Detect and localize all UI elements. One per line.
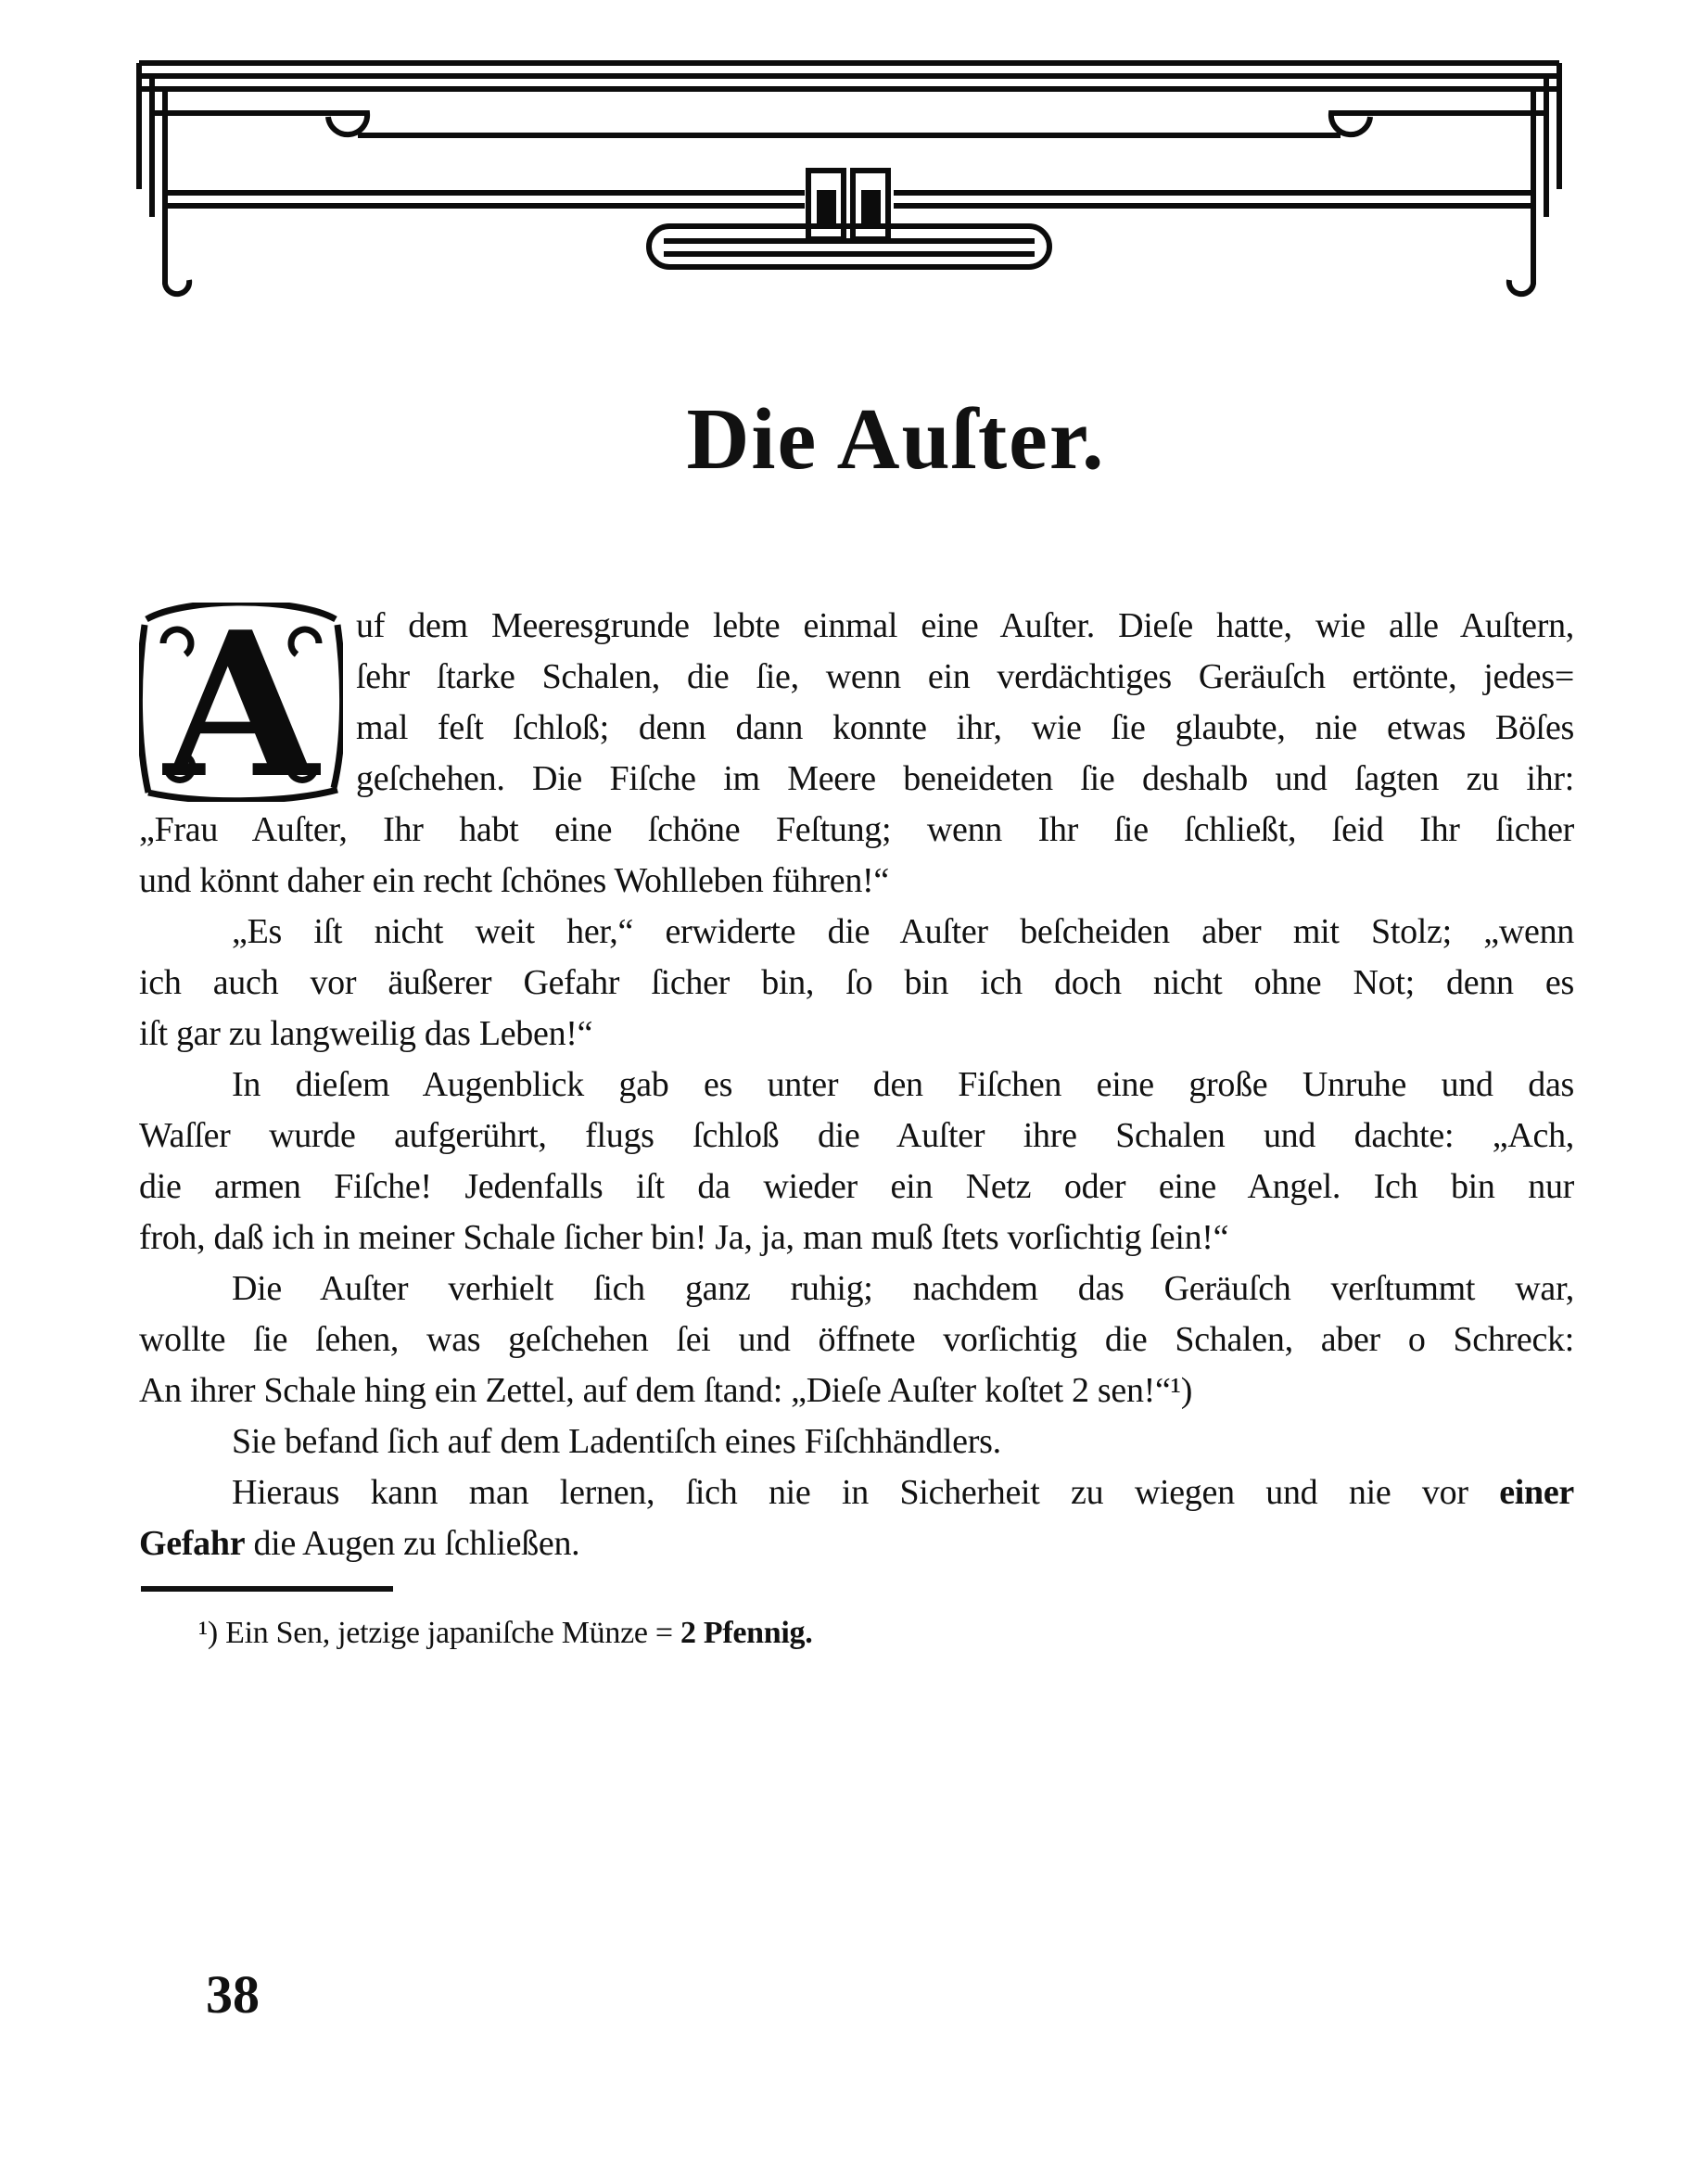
paragraph-4 [139,1263,1574,1416]
text-line: An ihrer Schale hing ein Zettel, auf dem ſtand: „Dieſe Auſter koſtet 2 sen!“¹) [139,1371,1193,1410]
header-ornament [130,52,1569,316]
footnote-marker: ¹) [198,1616,218,1650]
ornament-capsule [649,226,1049,267]
text-line: uf dem Meeresgrunde lebte einmal eine Auſter. Dieſe hatte, wie alle Auſtern, [356,606,1574,645]
text-line: die armen Fiſche! Jedenfalls iſt da wieder ein Netz oder eine Angel. Ich bin nur [139,1167,1574,1206]
page-title: Die Auſter. [686,391,1106,488]
text-line: wollte ſie ſehen, was geſchehen ſei und öffnete vorſichtig die Schalen, aber o Schreck: [139,1320,1574,1359]
footnote [139,1612,1574,1655]
paragraph-1 [139,601,1574,907]
text-line: iſt gar zu langweilig das Leben!“ [139,1014,593,1053]
text-line [139,1467,1574,1518]
text-line: „Frau Auſter, Ihr habt eine ſchöne Feſtung; wenn Ihr ſie ſchließt, ſeid Ihr ſicher [139,810,1574,849]
text-line: Die Auſter verhielt ſich ganz ruhig; nachdem das Geräuſch verſtummt war, [232,1269,1574,1308]
paragraph-2 [139,907,1574,1060]
footnote-rule [141,1586,393,1592]
text-line [139,1518,1574,1569]
drop-cap-letter: A [163,603,319,802]
ornament-top-rules [139,63,1559,89]
drop-cap [139,603,343,802]
text-line: mal feſt ſchloß; denn dann konnte ihr, wie ſie glaubte, nie etwas Böſes [356,708,1574,747]
text-line: geſchehen. Die Fiſche im Meere beneideten ſie deshalb und ſagten zu ihr: [356,759,1574,798]
ornament-right-bracket [1546,63,1559,217]
text-line: In dieſem Augenblick gab es unter den Fiſchen eine große Unruhe und das [232,1065,1574,1104]
ornament-right-hook [1331,113,1546,134]
footnote-value: 2 Pfennig. [680,1616,813,1650]
ornament-square-right-core [864,193,878,221]
text-line: froh, daß ich in meiner Schale ſicher bin! Ja, ja, man muß ſtets vorſichtig ſein!“ [139,1218,1229,1257]
moral-bold-word: Gefahr [139,1524,246,1563]
page-number: 38 [206,1964,260,2025]
footnote-text: Ein Sen, jetzige japaniſche Münze = [217,1616,680,1650]
text-line: ich auch vor äußerer Gefahr ſicher bin, ſo bin ich doch nicht ohne Not; denn es [139,963,1574,1002]
ornament-left-hook [152,113,367,134]
moral-text: Hieraus kann man lernen, ſich nie in Sicherheit zu wiegen und nie vor [232,1473,1500,1512]
ornament-left-bracket [139,63,152,217]
text-line: Waſſer wurde aufgerührt, flugs ſchloß die Auſter ihre Schalen und dachte: „Ach, [139,1116,1574,1155]
moral-paragraph [139,1467,1574,1569]
text-line: und könnt daher ein recht ſchönes Wohlleben führen!“ [139,861,889,900]
drop-cap-ornament [139,603,343,802]
moral-text: die Augen zu ſchließen. [245,1524,580,1563]
paragraph-5 [139,1416,1574,1467]
text-line: Sie befand ſich auf dem Ladentiſch eines Fiſchhändlers. [232,1422,1001,1461]
ornament-double-rules [165,193,1533,206]
text-line: ſehr ſtarke Schalen, die ſie, wenn ein verdächtiges Geräuſch ertönte, jedes= [356,657,1574,696]
ornament-capsule-rules [664,241,1035,254]
paragraph-3 [139,1060,1574,1263]
story-text [139,601,1574,1655]
ornament-square-left-core [820,193,833,221]
text-line: „Es iſt nicht weit her,“ erwiderte die Auſter beſcheiden aber mit Stolz; „wenn [232,912,1574,951]
moral-bold-word: einer [1499,1473,1574,1512]
